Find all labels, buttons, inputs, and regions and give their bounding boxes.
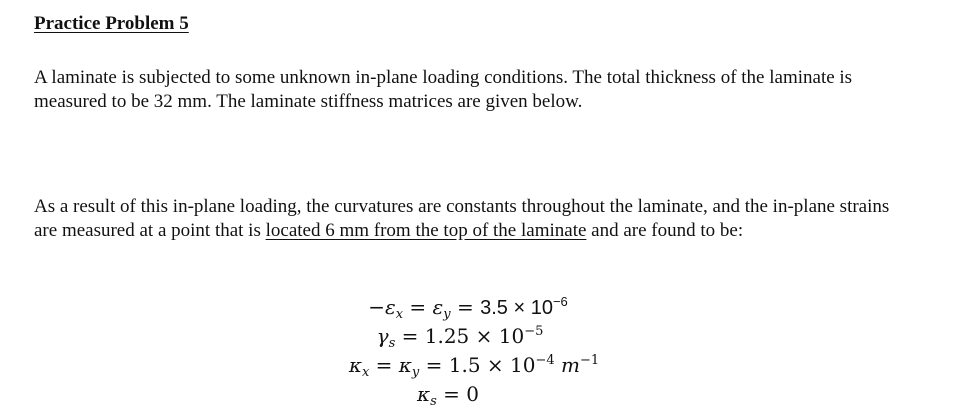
equals-sign: =	[395, 324, 425, 348]
equals-sign: =	[369, 353, 399, 377]
subscript-s: s	[388, 336, 396, 351]
equals-sign: =	[403, 295, 433, 319]
problem-heading: Practice Problem 5	[34, 13, 189, 34]
epsilon-symbol: ε	[432, 295, 444, 319]
subscript-y: y	[443, 307, 451, 322]
twist-curvature-value: 0	[466, 382, 479, 406]
equals-sign: =	[450, 295, 481, 319]
kappa-symbol: κ	[416, 382, 431, 406]
equation-normal-strains	[28, 295, 908, 320]
problem-paragraph-2	[34, 195, 914, 242]
equation-shear-strain	[20, 324, 900, 351]
paragraph-2-text-after: and are found to be:	[586, 219, 744, 241]
epsilon-symbol: ε	[384, 295, 396, 319]
curvature-unit: m	[554, 353, 580, 377]
shear-strain-value: 1.25 × 10	[424, 324, 525, 348]
shear-strain-exponent: −5	[524, 324, 544, 339]
equation-curvatures	[34, 353, 914, 380]
minus-sign: −	[368, 295, 385, 319]
strain-value: 3.5 × 10	[480, 297, 553, 319]
curvature-exponent: −4	[535, 353, 555, 368]
subscript-y: y	[411, 365, 420, 380]
paragraph-2-text-before: As a result of this in-plane loading, the curvatures are constants throughout the laminate, and the in-plane strains are measured at a point that is	[34, 196, 890, 241]
underlined-location-text: located 6 mm from the top of the laminate	[265, 219, 587, 241]
equals-sign: =	[436, 382, 467, 406]
subscript-s: s	[430, 394, 437, 409]
strain-exponent: −6	[552, 294, 568, 309]
gamma-symbol: γ	[376, 324, 389, 348]
equals-sign: =	[419, 353, 449, 377]
subscript-x: x	[395, 307, 404, 322]
curvature-value: 1.5 × 10	[448, 353, 536, 377]
problem-paragraph-1: A laminate is subjected to some unknown in-plane loading conditions. The total thickness of the laminate is measured to be 32 mm. The laminate stiffness matrices are given below.	[34, 67, 853, 112]
subscript-x: x	[361, 365, 370, 380]
kappa-symbol: κ	[398, 353, 412, 377]
kappa-symbol: κ	[348, 353, 362, 377]
curvature-unit-exponent: −1	[579, 353, 600, 368]
equation-twist-curvature	[8, 382, 888, 409]
